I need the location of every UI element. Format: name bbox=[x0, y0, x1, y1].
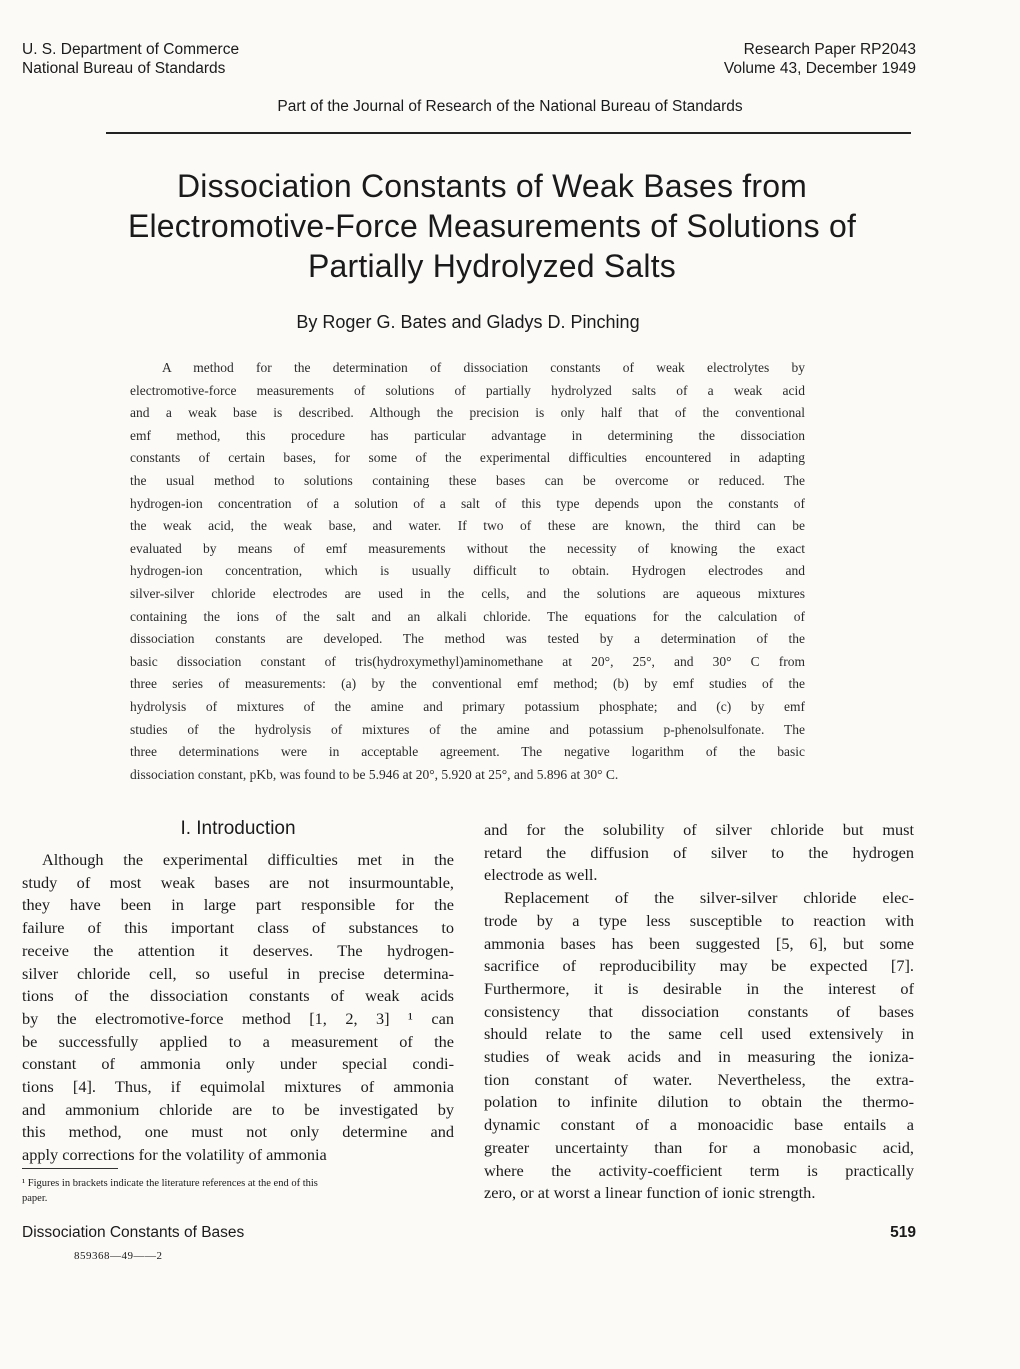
body-text-line: should relate to the same cell used extensively in bbox=[484, 1024, 914, 1044]
body-text-line: apply corrections for the volatility of ammonia bbox=[22, 1145, 327, 1165]
title-line-3: Partially Hydrolyzed Salts bbox=[308, 248, 676, 284]
body-text-line: electrode as well. bbox=[484, 865, 598, 885]
header-left bbox=[22, 40, 239, 78]
title-line-1: Dissociation Constants of Weak Bases from bbox=[176, 168, 808, 204]
authors: By Roger G. Bates and Gladys D. Pinching bbox=[296, 312, 640, 332]
body-text-line: by the electromotive-force method [1, 2, 3] ¹ can bbox=[22, 1008, 454, 1028]
abstract-line: emf method, this procedure has particular advantage in determining the dissociation bbox=[130, 427, 805, 443]
body-text-line: constant of ammonia only under special condi- bbox=[22, 1054, 454, 1074]
department-line: U. S. Department of Commerce bbox=[22, 41, 240, 58]
footnote bbox=[22, 1176, 454, 1206]
body-text-line: dynamic constant of a monoacidic base entails a bbox=[484, 1115, 914, 1135]
print-code: 859368—49——2 bbox=[74, 1250, 163, 1262]
body-text-line: ammonia bases has been suggested [5, 6], but some bbox=[484, 933, 914, 953]
abstract-line: dissociation constants are developed. The method was tested by a determination of the bbox=[130, 631, 805, 647]
abstract-line: constants of certain bases, for some of the experimental difficulties encountered in adapting bbox=[130, 450, 805, 466]
footnote-line: ¹ Figures in brackets indicate the literature references at the end of this bbox=[22, 1178, 318, 1189]
header-rule bbox=[106, 132, 911, 134]
body-text-line: be successfully applied to a measurement of the bbox=[22, 1031, 454, 1051]
abstract bbox=[130, 357, 805, 786]
footnote-line: paper. bbox=[22, 1193, 48, 1204]
body-text-line: this method, one must not only determine and bbox=[22, 1122, 454, 1142]
abstract-line: hydrogen-ion concentration of a solution of a salt of this type depends upon the constants of bbox=[130, 495, 805, 511]
footnote-rule bbox=[22, 1168, 118, 1169]
title-line-2: Electromotive-Force Measurements of Solutions of bbox=[127, 208, 857, 244]
page-number: 519 bbox=[890, 1224, 916, 1241]
body-text-line: consistency that dissociation constants of bases bbox=[484, 1001, 914, 1021]
body-text-line: zero, or at worst a linear function of ionic strength. bbox=[484, 1183, 816, 1203]
abstract-line: electromotive-force measurements of solutions of partially hydrolyzed salts of a weak acid bbox=[130, 382, 805, 398]
left-column bbox=[22, 849, 454, 1167]
body-text-line: and for the solubility of silver chloride but must bbox=[484, 820, 914, 839]
abstract-line: the weak acid, the weak base, and water. If two of these are known, the third can be bbox=[130, 518, 805, 534]
abstract-line: studies of the hydrolysis of mixtures of the amine and potassium p-phenolsulfonate. The bbox=[130, 721, 805, 737]
journal-line: Part of the Journal of Research of the National Bureau of Standards bbox=[277, 98, 743, 115]
body-text-line: tion constant of water. Nevertheless, the extra- bbox=[484, 1069, 914, 1089]
body-text-line: retard the diffusion of silver to the hydrogen bbox=[484, 842, 914, 862]
research-paper-number: Research Paper RP2043 bbox=[743, 41, 916, 58]
body-text-line: studies of weak acids and in measuring the ioniza- bbox=[484, 1047, 914, 1067]
body-text-line: greater uncertainty than for a monobasic acid, bbox=[484, 1137, 914, 1157]
paper-title bbox=[0, 166, 984, 286]
abstract-line: dissociation constant, pKb, was found to be 5.946 at 20°, 5.920 at 25°, and 5.896 at 30° C. bbox=[130, 766, 619, 782]
abstract-line: the usual method to solutions containing these bases can be overcome or reduced. The bbox=[130, 472, 805, 488]
section-heading: I. Introduction bbox=[180, 818, 296, 839]
bureau-line: National Bureau of Standards bbox=[22, 60, 226, 77]
body-text-line: tions of the dissociation constants of weak acids bbox=[22, 986, 454, 1006]
abstract-line: three determinations were in acceptable agreement. The negative logarithm of the basic bbox=[130, 744, 805, 760]
abstract-line: hydrogen-ion concentration, which is usually difficult to obtain. Hydrogen electrodes and bbox=[130, 563, 805, 579]
abstract-line: containing the ions of the salt and an alkali chloride. The equations for the calculation of bbox=[130, 608, 805, 624]
body-text-line: polation to infinite dilution to obtain the thermo- bbox=[484, 1092, 914, 1112]
body-text-line: tions [4]. Thus, if equimolal mixtures of ammonia bbox=[22, 1077, 454, 1097]
body-text-line: failure of this important class of substances to bbox=[22, 918, 454, 938]
body-text-line: where the activity-coefficient term is practically bbox=[484, 1160, 914, 1180]
body-text-line: Replacement of the silver-silver chloride elec- bbox=[504, 888, 914, 908]
body-text-line: and ammonium chloride are to be investigated by bbox=[22, 1099, 454, 1119]
body-text-line: they have been in large part responsible for the bbox=[22, 895, 454, 915]
header-right bbox=[724, 40, 916, 78]
body-text-line: Although the experimental difficulties met in the bbox=[42, 850, 454, 869]
abstract-line: evaluated by means of emf measurements without the necessity of knowing the exact bbox=[130, 540, 805, 556]
body-text-line: trode by a type less susceptible to reaction with bbox=[484, 910, 914, 930]
abstract-line: three series of measurements: (a) by the conventional emf method; (b) by emf studies of the bbox=[130, 676, 805, 692]
body-text-line: sacrifice of reproducibility may be expected [7]. bbox=[484, 956, 914, 976]
abstract-line: and a weak base is described. Although the precision is only half that of the conventional bbox=[130, 405, 805, 421]
abstract-line: silver-silver chloride electrodes are used in the cells, and the solutions are aqueous mixtures bbox=[130, 585, 805, 601]
abstract-line: A method for the determination of dissociation constants of weak electrolytes by bbox=[162, 360, 805, 375]
abstract-line: hydrolysis of mixtures of the amine and primary potassium phosphate; and (c) by emf bbox=[130, 698, 805, 714]
body-text-line: silver chloride cell, so useful in precise determina- bbox=[22, 963, 454, 983]
right-column bbox=[484, 819, 914, 1205]
body-text-line: study of most weak bases are not insurmountable, bbox=[22, 872, 454, 892]
running-title: Dissociation Constants of Bases bbox=[22, 1224, 245, 1241]
abstract-line: basic dissociation constant of tris(hydroxymethyl)aminomethane at 20°, 25°, and 30° C from bbox=[130, 653, 805, 669]
volume-date: Volume 43, December 1949 bbox=[723, 60, 916, 77]
body-text-line: Furthermore, it is desirable in the interest of bbox=[484, 978, 914, 998]
body-text-line: receive the attention it deserves. The hydrogen- bbox=[22, 940, 454, 960]
